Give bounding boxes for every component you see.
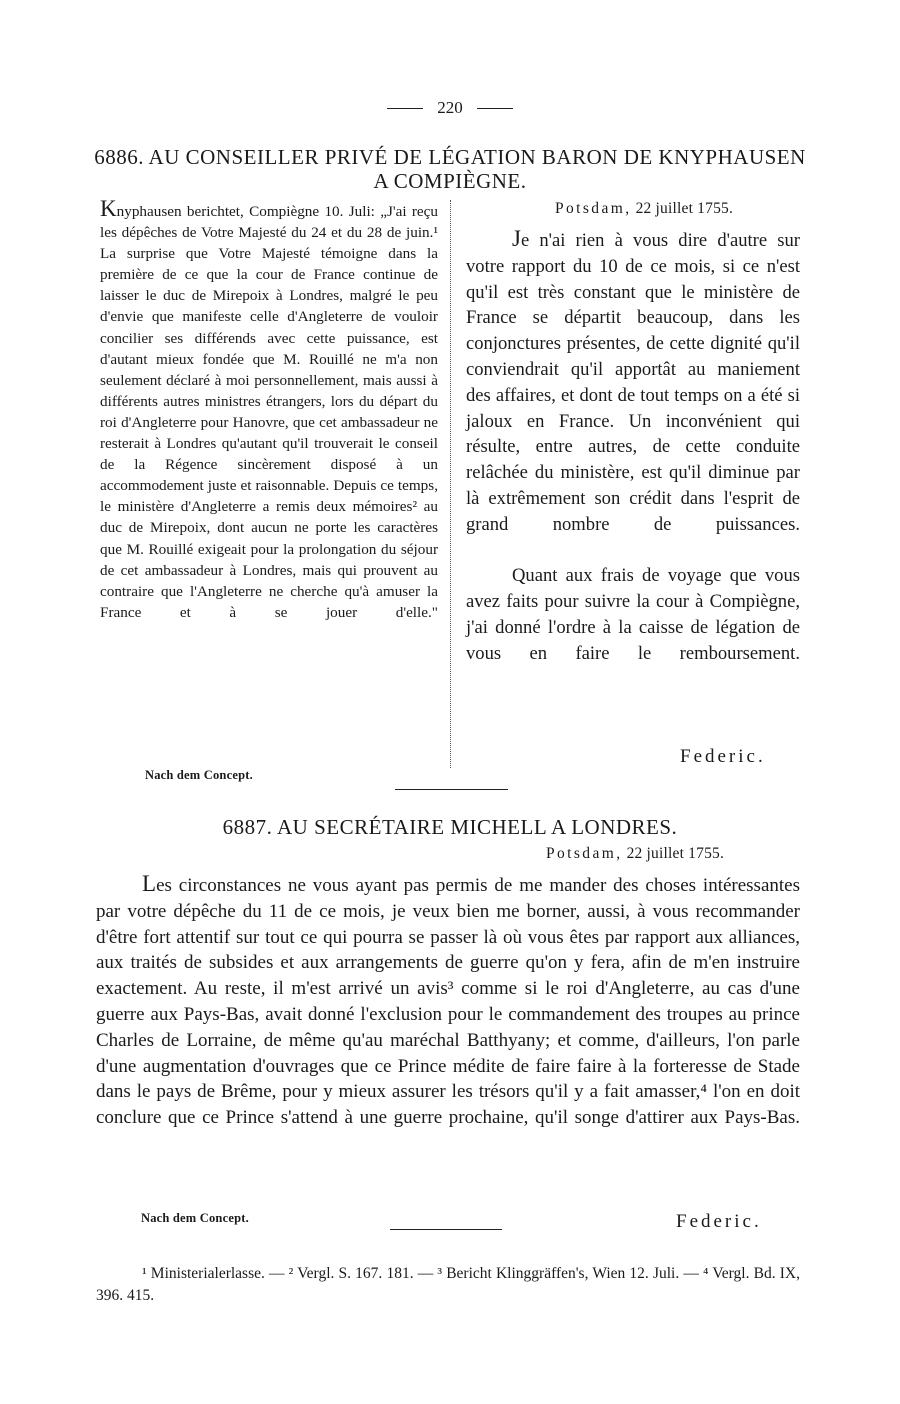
body-dropcap: L bbox=[142, 871, 157, 896]
letter-6887-signature: Federic. bbox=[676, 1211, 762, 1232]
page-number: 220 bbox=[437, 98, 463, 117]
letter-6886-title: 6886. AU CONSEILLER PRIVÉ DE LÉGATION BARON DE KNYPHAUSEN A COMPIÈGNE. bbox=[94, 145, 806, 193]
footnotes: ¹ Ministerialerlasse. — ² Vergl. S. 167. 181. — ³ Bericht Klinggräffen's, Wien 12. Juli. — ⁴ Vergl. Bd. IX, 396. 415. bbox=[96, 1265, 800, 1304]
letter-6886-body bbox=[466, 226, 800, 692]
body-text: es circonstances ne vous ayant pas permis de me mander des choses intéressantes par votre dépêche du 11 de ce mois, je veux bien me borner, aussi, à vous recommander d'être fort attentif sur tout ce qui pourra se passer là où vous êtes par rapport aux alliances, aux traités de subsides et aux arrangements de guerre qu'on y fera, afin de m'en instruire exactement. Au reste, il m'est arrivé un avis³ comme si le roi d'Angleterre, au cas d'une guerre aux Pays-Bas, avait donné l'exclusion pour le commandement des troupes au prince Charles de Lorraine, de même qu'au maréchal Batthyany; et comme, d'ailleurs, l'on parle d'une augmentation d'ouvrages que ce Prince médite de faire faire à la forteresse de Stade dans le pays de Brême, pour y mieux assurer les trésors qu'il y a fait amasser,⁴ l'on en doit conclure que ce Prince s'attend à une guerre prochaine, qu'il songe d'attirer aux Pays-Bas. bbox=[96, 875, 800, 1129]
letter-6886-source-note: Nach dem Concept. bbox=[145, 768, 253, 782]
page-header bbox=[0, 98, 900, 118]
letter-6886-dateline bbox=[555, 200, 733, 218]
letter-6887-source-note: Nach dem Concept. bbox=[141, 1211, 249, 1225]
letter-6887-dateline bbox=[546, 845, 724, 863]
letter-6887-body bbox=[96, 871, 800, 1157]
dateline-date: 22 juillet 1755. bbox=[626, 845, 725, 862]
footnote-separator bbox=[390, 1229, 502, 1230]
dateline-place: Potsdam, bbox=[546, 845, 623, 862]
column-divider bbox=[450, 200, 451, 768]
letter-6886-summary bbox=[100, 198, 438, 644]
dateline-place: Potsdam, bbox=[555, 200, 632, 217]
letter-6886-paragraph-2: Quant aux frais de voyage que vous avez faits pour suivre la cour à Compiègne, j'ai donné l'ordre à la caisse de légation de vous en faire le remboursement. bbox=[466, 565, 800, 664]
dateline-date: 22 juillet 1755. bbox=[635, 200, 734, 217]
header-rule-right bbox=[477, 108, 513, 109]
letter-6886-paragraph-1 bbox=[466, 226, 800, 563]
letter-6887-title: 6887. AU SECRÉTAIRE MICHELL A LONDRES. bbox=[222, 815, 678, 839]
letter-6886-signature: Federic. bbox=[680, 746, 766, 767]
section-separator bbox=[395, 789, 508, 790]
paragraph-1-dropcap: J bbox=[512, 226, 521, 251]
summary-dropcap: K bbox=[100, 196, 117, 221]
paragraph-1-text: e n'ai rien à vous dire d'autre sur votre rapport du 10 de ce mois, si ce n'est qu'il est très constant que le ministère de France se départit beaucoup, dans les conjonctures présentes, de cette dignité qu'il conviendrait qu'il apportât au maniement des affaires, et dont de tout temps on a été si jaloux en France. Un inconvénient qui résulte, entre autres, de cette conduite relâchée du ministère, est qu'il diminue par là extrêmement son crédit dans l'esprit de grand nombre de puissances. bbox=[466, 230, 800, 535]
summary-text: nyphausen berichtet, Compiègne 10. Juli: „J'ai reçu les dépêches de Votre Majesté du 24 et du 28 de juin.¹ La surprise que Votre Majesté témoigne dans la première de ce que la cour de France continue de laisser le duc de Mirepoix à Londres, malgré le peu d'envie que manifeste celle d'Angleterre de vouloir concilier ses différends avec cette puissance, est d'autant mieux fondée que M. Rouillé ne m'a non seulement déclaré à moi personnellement, mais aussi à différents autres ministres étrangers, lors du départ du roi d'Angleterre pour Hanovre, que cet ambassadeur ne resterait à Londres qu'autant qu'il trouverait le conseil de la Régence sincèrement disposé à un accommodement juste et raisonnable. Depuis ce temps, le ministère d'Angleterre a remis deux mémoires² au duc de Mirepoix, dont aucun ne porte les caractères que M. Rouillé exigeait pour la prolongation du séjour de cet ambassadeur à Londres, mais qui prouvent au contraire que l'Angleterre ne cherche qu'à amuser la France et à se jouer d'elle." bbox=[100, 203, 438, 621]
header-rule-left bbox=[387, 108, 423, 109]
